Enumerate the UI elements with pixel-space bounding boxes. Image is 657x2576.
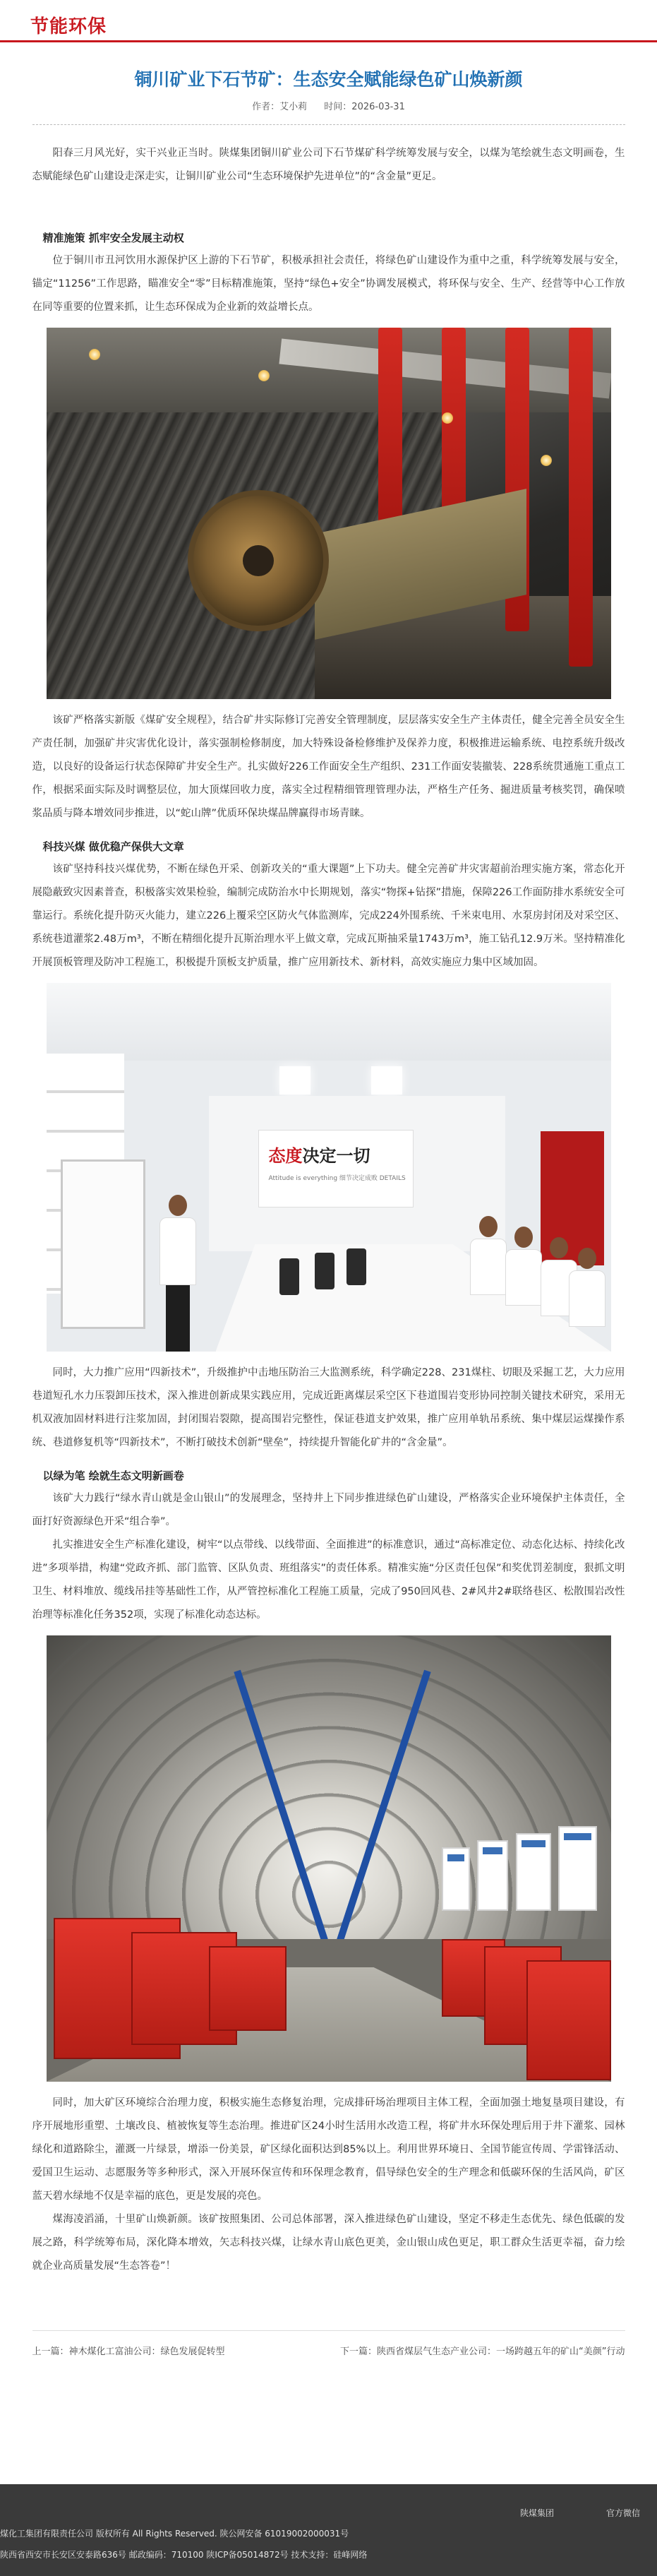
section2-paragraph-2: 同时，大力推广应用“四新技术”，升级推护中击地压防治三大监测系统，科学确定228、231煤柱、切眼及采掘工艺，大力应用巷道短孔水力压裂卸压技术，深入推进创新成果实践应用，完成近距离煤层采空区下巷道围岩变形协同控制关键技术研究，采用无机双液加固材料进行注浆加固，封闭围岩裂隙，提高围岩完整性，保证巷道支护效果，推广应用单轨吊系统、集中煤层运煤操作系统、巷道修复机等“四新技术”，不断打破技术创新“壁垒”，持续提升智能化矿井的“含金量”。 — [32, 1367, 625, 1448]
next-article-link[interactable]: 下一篇：陕西省煤层气生态产业公司：一场跨越五年的矿山“美颜”行动 — [340, 2347, 625, 2357]
section3-paragraph-1: 该矿大力践行“绿水青山就是金山银山”的发展理念，坚持井上下同步推进绿色矿山建设，严格落实企业环境保护主体责任，全面打好资源绿色开采“组合拳”。 — [32, 1493, 625, 1527]
attendee-figure — [505, 1227, 542, 1306]
footer-address: 陕西省西安市长安区安泰路636号 邮政编码：710100 陕ICP备05014872号 技术支持：硅峰网络 — [0, 2550, 368, 2560]
slogan-sub: Attitude is everything 细节决定成败 DETAILS — [268, 1175, 406, 1182]
footer-link-group[interactable]: 陕煤集团 — [519, 2508, 554, 2518]
section-heading-2: 科技兴煤 做优稳产保供大文章 — [42, 840, 184, 853]
coal-mining-photo — [47, 328, 611, 699]
section2-paragraph-1: 该矿坚持科技兴煤优势，不断在绿色开采、创新攻关的“重大课题”上下功夫。健全完善矿井灾害超前治理实施方案，常态化开展隐蔽致灾因素普查，积极落实效果检验，编制完成防治水中长期规划，落实“物探+钻探”措施，保障226工作面防排水系统安全可靠运行。系统化提升防灭火能力，建立226上覆采空区防火气体监测库，完成224外围系统、千米束电用、水泵房封闭及对采空区、系统巷道灌浆2.48万m³，不断在精细化提升瓦斯治理水平上做文章，完成瓦斯抽采量1743万m³，施工钻孔12.9万米。坚持精准化开展顶板管理及防冲工程施工，积极提升顶板支护质量，推广应用新技术、新材料，高效实施应力集中区域加固。 — [32, 864, 625, 968]
section-heading-3: 以绿为笔 绘就生态文明新画卷 — [42, 1469, 184, 1482]
article-title: 铜川矿业下石节矿：生态安全赋能绿色矿山焕新颜 — [134, 69, 523, 90]
meeting-room-photo — [47, 983, 611, 1352]
section-heading-1: 精准施策 抓牢安全发展主动权 — [42, 232, 184, 244]
slogan-board — [258, 1130, 414, 1208]
title-divider — [32, 124, 625, 125]
site-footer — [0, 2484, 657, 2576]
tunnel-equipment-photo — [47, 1635, 611, 2082]
section3-paragraph-4: 煤海凌滔涌，十里矿山焕新颜。该矿按照集团、公司总体部署，深入推进绿色矿山建设，坚定不移走生态优先、绿色低碳的发展之路，科学统筹布局，深化降本增效，矢志科技兴煤，让绿水青山底色更美，金山银山成色更足，职工群众生活更幸福，奋力绘就企业高质量发展“生态答卷”！ — [32, 2214, 625, 2272]
article — [32, 68, 625, 2368]
slogan-main: 决定一切 — [302, 1145, 370, 1166]
publish-time: 时间：2026-03-31 — [324, 102, 405, 112]
article-meta — [32, 100, 625, 114]
section1-paragraph-1: 位于铜川市丑河饮用水源保护区上游的下石节矿，积极承担社会责任，将绿色矿山建设作为重中之重，科学统筹发展与安全，锚定“11256”工作思路，瞄准安全“零”目标精准施策，坚持“绿色+安全”协调发展模式，将环保与安全、生产、经营等中心工作放在同等重要的位置来抓，让生态环保成为企业新的效益增长点。 — [32, 255, 625, 313]
footer-copyright: 煤化工集团有限责任公司 版权所有 All Rights Reserved. 陕公网安备 61019002000031号 — [0, 2529, 349, 2539]
footer-link-wechat[interactable]: 官方微信 — [605, 2508, 640, 2518]
attendee-figure — [470, 1216, 507, 1295]
section3-paragraph-3: 同时，加大矿区环境综合治理力度，积极实施生态修复治理，完成排矸场治理项目主体工程，全面加强土地复垦项目建设，有序开展地形重塑、土壤改良、植被恢复等生态治理。推进矿区24小时生活用水改造工程，将矿井水环保处理后用于井下灌浆、园林绿化和道路除尘，灌溉一片绿景，增添一份美景，矿区绿化面积达到85%以上。利用世界环境日、全国节能宣传周、学雷锋活动、爱国卫生运动、志愿服务等多种形式，深入开展环保宣传和环保理念教育，倡导绿色安全的生产理念和低碳环保的生活风尚，矿区蓝天碧水绿地不仅是幸福的底色，更是发展的亮色。 — [32, 2097, 625, 2202]
prev-next-nav — [32, 2330, 625, 2368]
section1-paragraph-2: 该矿严格落实新版《煤矿安全规程》，结合矿井实际修订完善安全管理制度，层层落实安全生产主体责任，健全完善全员安全生产责任制，加强矿井灾害优化设计，落实强制检修制度，加大特殊设备检修维护及保养力度，积极推进运输系统、电控系统升级改造，以良好的设备运行状态保障矿井安全生产。扎实做好226工作面安全生产组织、231工作面安装撤装、228系统贯通施工重点工作，根据采面实际及时调整层位，加大顶煤回收力度，落实全过程精细管理管理办法，严格生产任务、掘进质量考核奖罚，确保喷浆品质与降本增效同步推进，以“蛇山牌”优质环保块煤品牌赢得市场青睐。 — [32, 715, 625, 819]
footer-links — [520, 2507, 640, 2519]
attendee-figure — [569, 1248, 605, 1327]
intro-paragraph: 阳春三月风光好，实干兴业正当时。陕煤集团铜川矿业公司下石节煤矿科学统筹发展与安全，以煤为笔绘就生态文明画卷，生态赋能绿色矿山建设走深走实，让铜川矿业公司“生态环境保护先进单位”的“含金量”更足。 — [32, 148, 625, 182]
presenter-figure — [159, 1195, 196, 1352]
author-label: 作者：艾小莉 — [252, 102, 308, 112]
prev-article-link[interactable]: 上一篇：神木煤化工富油公司：绿色发展促转型 — [32, 2347, 225, 2357]
slogan-brand: 态度 — [268, 1145, 303, 1166]
column-header — [0, 0, 657, 42]
section3-paragraph-2: 扎实推进安全生产标准化建设，树牢“以点带线、以线带面、全面推进”的标准意识，通过“高标准定位、动态化达标、持续化改进”多项举措，构建“党政齐抓、部门监管、区队负责、班组落实”的责任体系。精准实施“分区责任包保”和奖优罚差制度，狠抓文明卫生、材料堆放、缆线吊挂等基础性工作，从严管控标准化工程施工质量，完成了950回风巷、2#风井2#联络巷区、松散围岩改性治理等标准化任务352项，实现了标准化动态达标。 — [32, 1539, 625, 1621]
column-title: 节能环保 — [30, 16, 107, 37]
